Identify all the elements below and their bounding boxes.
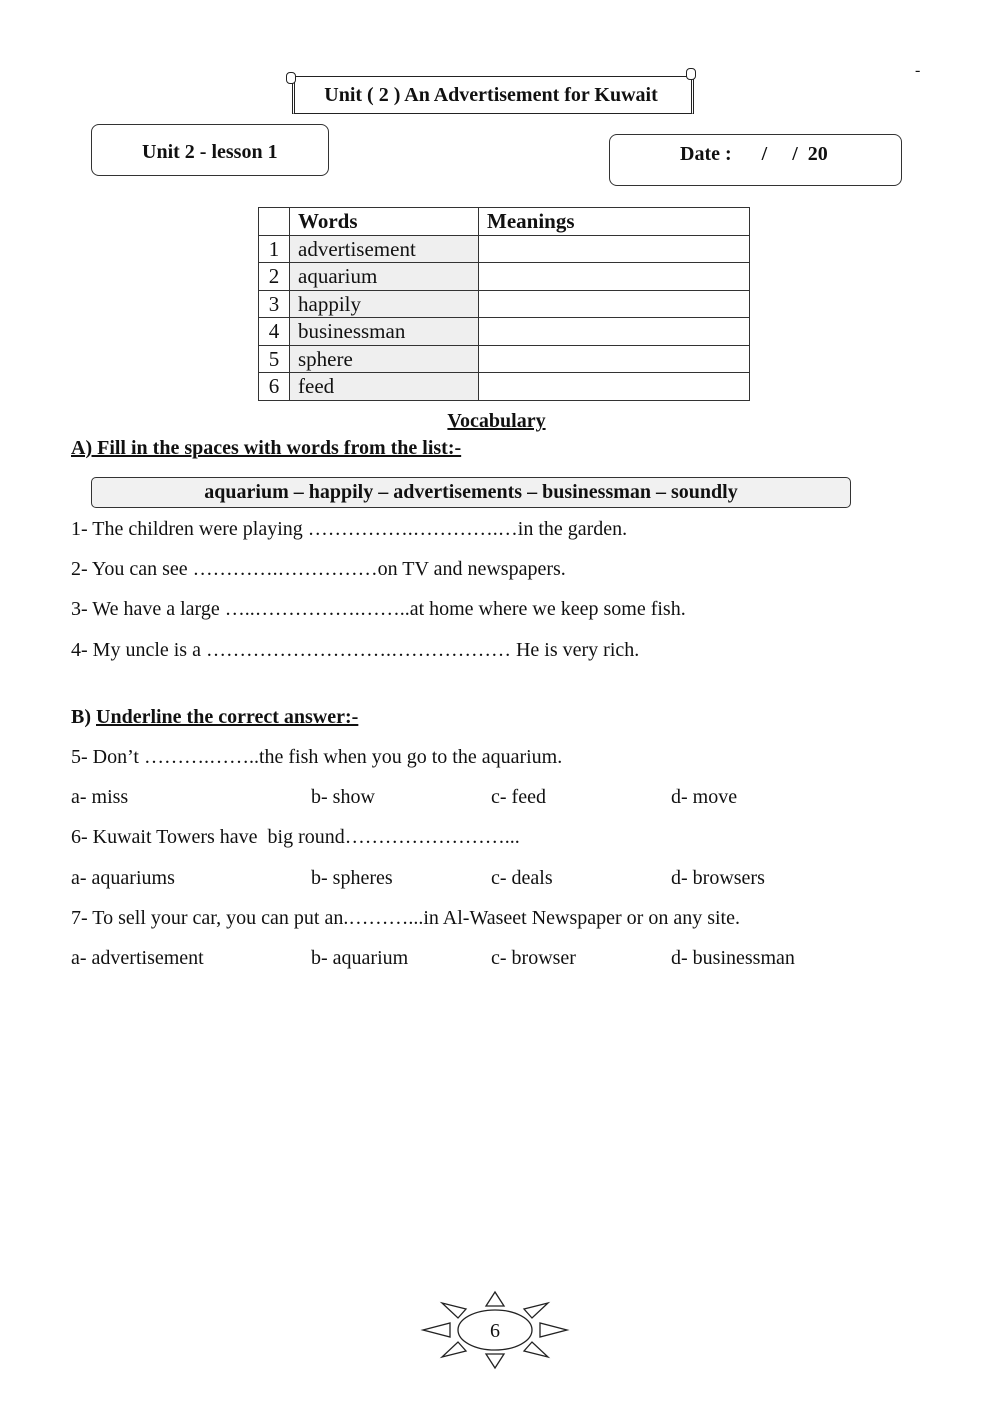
sentence-3: 3- We have a large …..…………….……..at home where we keep some fish. <box>71 598 686 620</box>
table-header-words: Words <box>290 208 479 236</box>
row-number: 6 <box>259 373 290 401</box>
option-5a[interactable]: a- miss <box>71 786 129 808</box>
option-6d[interactable]: d- browsers <box>671 867 765 889</box>
question-7: 7- To sell your car, you can put an.………...in Al-Waseet Newspaper or on any site. <box>71 907 740 929</box>
row-word: aquarium <box>290 263 479 291</box>
section-b-heading <box>71 706 358 729</box>
row-word: sphere <box>290 345 479 373</box>
date-label: Date : / / 20 <box>680 143 828 165</box>
row-number: 5 <box>259 345 290 373</box>
table-header-meanings: Meanings <box>479 208 750 236</box>
option-6a[interactable]: a- aquariums <box>71 867 175 889</box>
row-meaning[interactable] <box>479 345 750 373</box>
table-row <box>259 345 750 373</box>
row-word: feed <box>290 373 479 401</box>
table-row <box>259 373 750 401</box>
row-word: advertisement <box>290 235 479 263</box>
page-number: 6 <box>490 1320 500 1342</box>
table-row <box>259 235 750 263</box>
row-number: 2 <box>259 263 290 291</box>
row-word: businessman <box>290 318 479 346</box>
sun-ornament <box>420 1290 570 1370</box>
table-header-row <box>259 208 750 236</box>
lesson-box <box>91 124 329 176</box>
sentence-4: 4- My uncle is a ……………………….……………… He is very rich. <box>71 639 640 661</box>
row-meaning[interactable] <box>479 290 750 318</box>
word-list: aquarium – happily – advertisements – businessman – soundly <box>204 481 738 503</box>
option-5c[interactable]: c- feed <box>491 786 546 808</box>
option-7a[interactable]: a- advertisement <box>71 947 204 969</box>
date-box <box>609 134 902 186</box>
vocabulary-table <box>258 207 750 401</box>
option-5b[interactable]: b- show <box>311 786 375 808</box>
row-meaning[interactable] <box>479 318 750 346</box>
row-number: 4 <box>259 318 290 346</box>
word-list-box <box>91 477 851 508</box>
option-6b[interactable]: b- spheres <box>311 867 393 889</box>
row-number: 1 <box>259 235 290 263</box>
table-header-num <box>259 208 290 236</box>
option-5d[interactable]: d- move <box>671 786 738 808</box>
table-row <box>259 318 750 346</box>
section-a-heading: A) Fill in the spaces with words from the list:- <box>71 437 462 459</box>
row-number: 3 <box>259 290 290 318</box>
table-row <box>259 263 750 291</box>
page-title: Unit ( 2 ) An Advertisement for Kuwait <box>324 84 658 106</box>
row-meaning[interactable] <box>479 373 750 401</box>
lesson-label: Unit 2 - lesson 1 <box>142 141 278 163</box>
question-5: 5- Don’t ……….……..the fish when you go to the aquarium. <box>71 746 563 768</box>
row-word: happily <box>290 290 479 318</box>
corner-mark: - <box>915 62 921 79</box>
vocabulary-heading: Vocabulary <box>447 410 546 432</box>
table-row <box>259 290 750 318</box>
option-7b[interactable]: b- aquarium <box>311 947 409 969</box>
row-meaning[interactable] <box>479 235 750 263</box>
section-b-title: Underline the correct answer:- <box>96 706 359 728</box>
sentence-1: 1- The children were playing …………….………….…in the garden. <box>71 518 628 540</box>
sentence-2: 2- You can see ………….……………on TV and newspapers. <box>71 558 566 580</box>
option-7c[interactable]: c- browser <box>491 947 576 969</box>
option-7d[interactable]: d- businessman <box>671 947 795 969</box>
title-scroll <box>286 72 696 116</box>
option-6c[interactable]: c- deals <box>491 867 553 889</box>
row-meaning[interactable] <box>479 263 750 291</box>
question-6: 6- Kuwait Towers have big round……………………... <box>71 826 520 848</box>
section-b-prefix: B) <box>71 706 96 728</box>
